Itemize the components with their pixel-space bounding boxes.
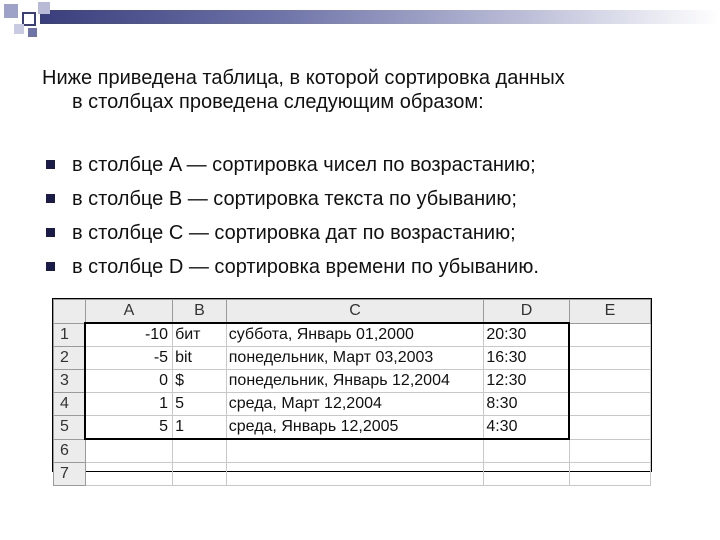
row-header[interactable]: 1 [54,323,86,347]
table-row [54,323,651,347]
row-header[interactable]: 2 [54,347,86,370]
cell-c[interactable] [226,439,484,463]
decor-square [22,12,36,26]
table-row [54,370,651,393]
select-all-corner[interactable] [54,300,86,324]
cell-c[interactable]: суббота, Январь 01,2000 [226,323,484,347]
column-header-a[interactable]: A [85,300,172,324]
intro-line-2: в столбцах проведена следующим образом: [72,91,484,113]
table-row [54,463,651,486]
cell-e[interactable] [569,463,650,486]
cell-a[interactable]: -10 [85,323,172,347]
row-header[interactable]: 6 [54,439,86,463]
cell-e[interactable] [569,370,650,393]
header-gradient-bar [40,10,720,24]
cell-e[interactable] [569,323,650,347]
spreadsheet-grid [53,299,651,486]
table-row [54,393,651,416]
bullet-item: в столбце A — сортировка чисел по возрастанию; [42,152,539,178]
spreadsheet [52,298,652,482]
decorative-header [0,0,720,44]
decor-square [38,2,50,14]
cell-d[interactable]: 20:30 [484,323,569,347]
column-header-c[interactable]: C [226,300,484,324]
cell-d[interactable]: 16:30 [484,347,569,370]
decor-square [14,24,24,34]
column-header-row [54,300,651,324]
cell-a[interactable]: 0 [85,370,172,393]
square-bullet-icon [46,160,55,169]
cell-a[interactable]: 5 [85,416,172,440]
cell-b[interactable]: бит [173,323,227,347]
decor-square [28,28,37,37]
cell-c[interactable] [226,463,484,486]
bullet-item: в столбце D — сортировка времени по убыванию. [42,254,539,280]
cell-d[interactable]: 4:30 [484,416,569,440]
decor-square [4,4,18,18]
intro-line-1: Ниже приведена таблица, в которой сортировка данных [42,67,565,89]
cell-d[interactable] [484,463,569,486]
cell-b[interactable]: $ [173,370,227,393]
intro-text [42,66,702,114]
cell-b[interactable] [173,463,227,486]
cell-e[interactable] [569,439,650,463]
table-row [54,416,651,440]
row-header[interactable]: 5 [54,416,86,440]
square-bullet-icon [46,228,55,237]
cell-b[interactable]: 1 [173,416,227,440]
cell-e[interactable] [569,416,650,440]
cell-e[interactable] [569,347,650,370]
square-bullet-icon [46,194,55,203]
cell-b[interactable]: 5 [173,393,227,416]
bullet-list [42,152,539,288]
cell-c[interactable]: понедельник, Март 03,2003 [226,347,484,370]
cell-b[interactable] [173,439,227,463]
cell-a[interactable] [85,463,172,486]
cell-a[interactable] [85,439,172,463]
bullet-item: в столбце C — сортировка дат по возрастанию; [42,220,539,246]
cell-b[interactable]: bit [173,347,227,370]
row-header[interactable]: 4 [54,393,86,416]
row-header[interactable]: 7 [54,463,86,486]
cell-c[interactable]: среда, Январь 12,2005 [226,416,484,440]
table-row [54,439,651,463]
column-header-d[interactable]: D [484,300,569,324]
column-header-e[interactable]: E [569,300,650,324]
square-bullet-icon [46,262,55,271]
row-header[interactable]: 3 [54,370,86,393]
cell-a[interactable]: -5 [85,347,172,370]
table-row [54,347,651,370]
cell-d[interactable] [484,439,569,463]
cell-c[interactable]: среда, Март 12,2004 [226,393,484,416]
cell-a[interactable]: 1 [85,393,172,416]
cell-d[interactable]: 8:30 [484,393,569,416]
cell-e[interactable] [569,393,650,416]
cell-d[interactable]: 12:30 [484,370,569,393]
bullet-item: в столбце B — сортировка текста по убыванию; [42,186,539,212]
column-header-b[interactable]: B [173,300,227,324]
cell-c[interactable]: понедельник, Январь 12,2004 [226,370,484,393]
